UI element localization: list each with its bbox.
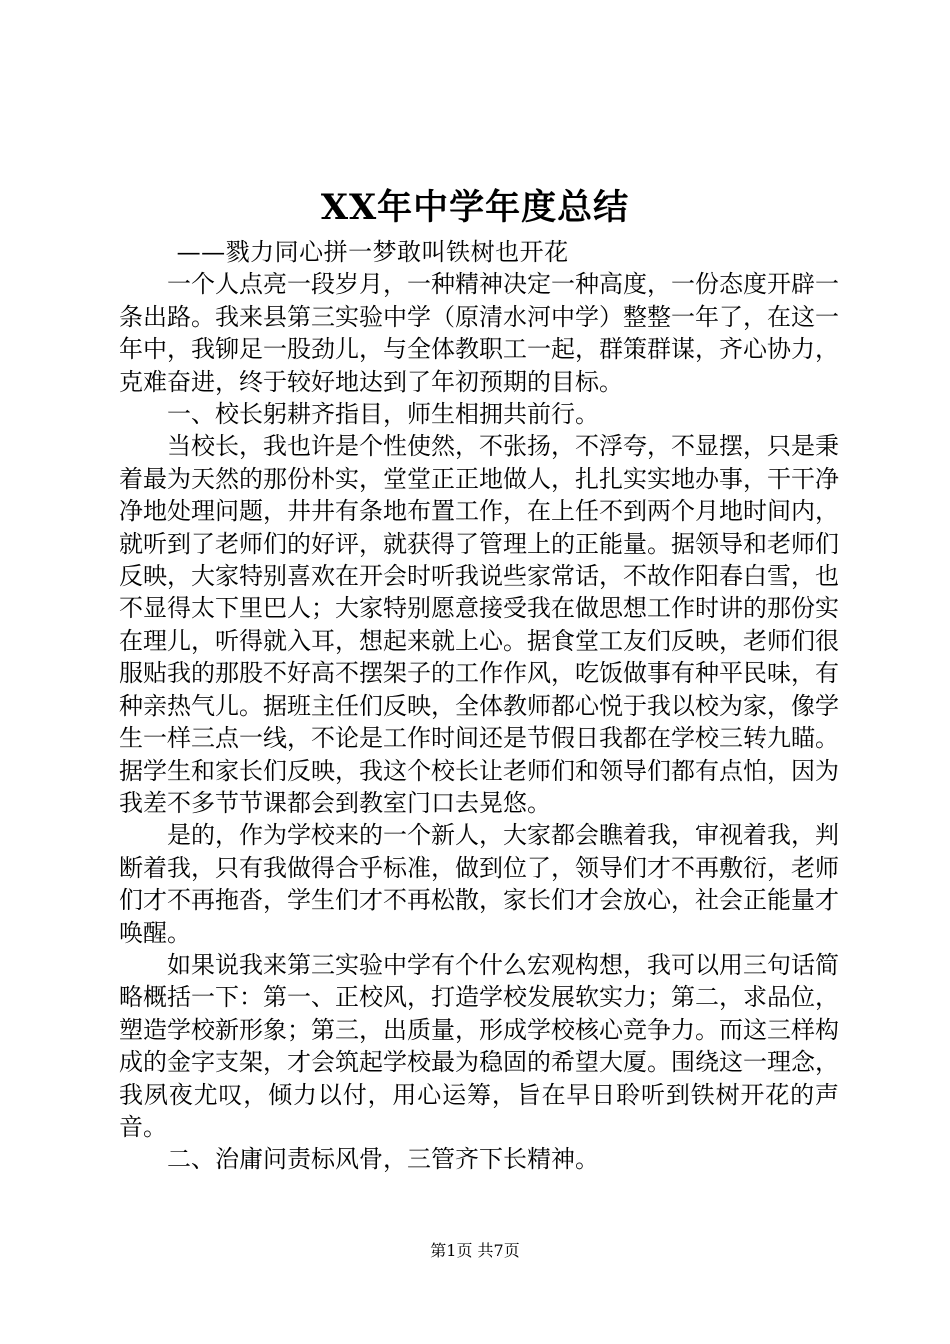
document-subtitle: ——戮力同心拼一梦敢叫铁树也开花 (176, 238, 569, 266)
paragraph-newcomer: 是的，作为学校来的一个新人，大家都会瞧着我，审视着我，判断着我，只有我做得合乎标准，做到位了，领导们才不再敷衍，老师们才不再拖沓，学生们才不再松散，家长们才会放心，社会正能量才唤醒。 (119, 821, 839, 947)
section-heading-1: 一、校长躬耕齐指目，师生相拥共前行。 (167, 400, 599, 429)
document-body (119, 236, 839, 1176)
document-title: XX年中学年度总结 (320, 187, 630, 228)
paragraph-vision: 如果说我来第三实验中学有个什么宏观构想，我可以用三句话简略概括一下：第一、正校风，打造学校发展软实力；第二，求品位，塑造学校新形象；第三，出质量，形成学校核心竞争力。而这三样构成的金字支架，才会筑起学校最为稳固的希望大厦。围绕这一理念，我夙夜尤叹，倾力以付，用心运筹，旨在早日聆听到铁树开花的声音。 (119, 950, 839, 1141)
paragraph-intro: 一个人点亮一段岁月，一种精神决定一种高度，一份态度开辟一条出路。我来县第三实验中学（原清水河中学）整整一年了，在这一年中，我铆足一股劲儿，与全体教职工一起，群策群谋，齐心协力，克难奋进，终于较好地达到了年初预期的目标。 (119, 270, 839, 396)
paragraph-principal: 当校长，我也许是个性使然，不张扬，不浮夸，不显摆，只是秉着最为天然的那份朴实，堂堂正正地做人，扎扎实实地办事，干干净净地处理问题，井井有条地布置工作，在上任不到两个月地时间内，就听到了老师们的好评，就获得了管理上的正能量。据领导和老师们反映，大家特别喜欢在开会时听我说些家常话，不故作阳春白雪，也不显得太下里巴人；大家特别愿意接受我在做思想工作时讲的那份实在理儿，听得就入耳，想起来就上心。据食堂工友们反映，老师们很服贴我的那股不好高不摆架子的工作作风，吃饭做事有种平民味，有种亲热气儿。据班主任们反映，全体教师都心悦于我以校为家，像学生一样三点一线，不论是工作时间还是节假日我都在学校三转九瞄。据学生和家长们反映，我这个校长让老师们和领导们都有点怕，因为我差不多节节课都会到教室门口去晃悠。 (119, 432, 839, 817)
page-footer: 第1页 共7页 (430, 1241, 520, 1260)
section-heading-2: 二、治庸问责标风骨，三管齐下长精神。 (167, 1145, 599, 1174)
